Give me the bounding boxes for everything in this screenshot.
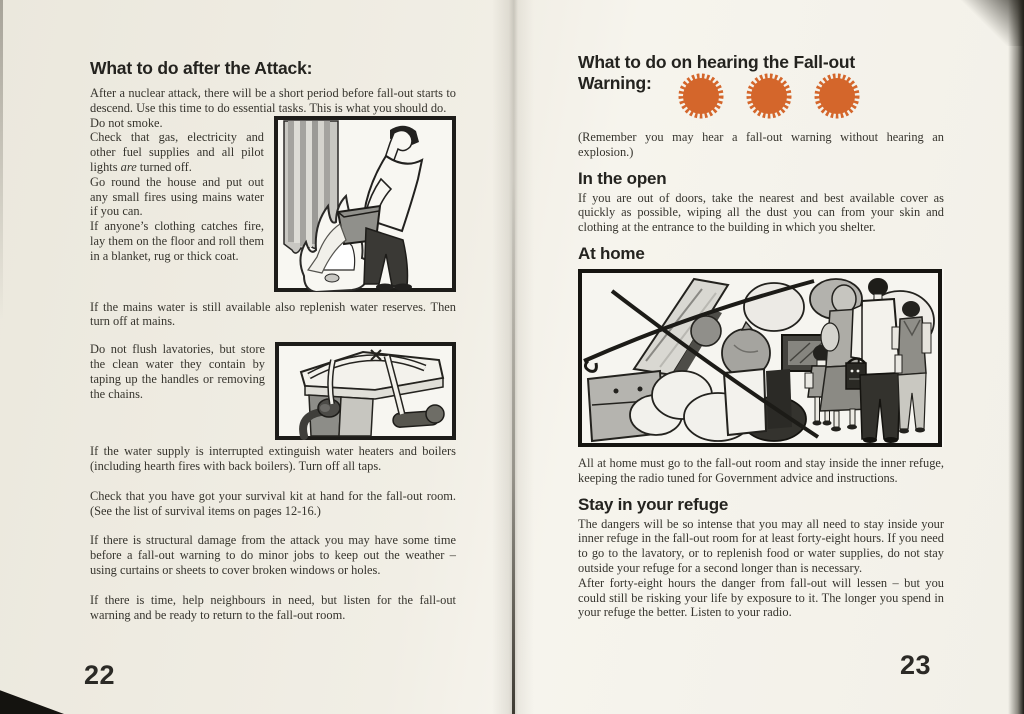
page-gutter-shadow bbox=[492, 0, 534, 714]
fallout-warning-burst-icon bbox=[678, 73, 724, 119]
page-gutter-line bbox=[512, 180, 515, 714]
page-title-left: What to do after the Attack: bbox=[90, 58, 313, 78]
page-title-right bbox=[578, 52, 944, 94]
paragraph-lavatories: Do not flush lavatories, but store the clean water they contain by taping up the handles or removing the chains. bbox=[90, 342, 265, 401]
instruction-fires: Go round the house and put out any small fires using mains water if you can. bbox=[90, 174, 264, 219]
paragraph-refuge-after48: After forty-eight hours the danger from fall-out will lessen – but you could still be risking your life by exposure to it. The longer you spend in your refuge the better. Listen to your radio. bbox=[578, 575, 944, 620]
page-title-right-line2: Warning: bbox=[578, 73, 652, 93]
instruction-clothing: If anyone’s clothing catches fire, lay them on the floor and roll them in a blanket, rug or thick coat. bbox=[90, 219, 264, 263]
taped-cistern-drawing bbox=[275, 342, 456, 440]
page-number-23: 23 bbox=[900, 650, 932, 680]
paragraph-mains-water: If the mains water is still available also replenish water reserves. Then turn off at mains. bbox=[90, 299, 456, 329]
paragraph-all-at-home: All at home must go to the fall-out room and stay inside the inner refuge, keeping the radio tuned for Government advice and instructions. bbox=[578, 455, 944, 485]
scan-corner-bottom-left bbox=[0, 686, 64, 714]
instruction-gas-text: Check that gas, electricity and other fuel supplies and all pilot lights bbox=[90, 130, 264, 174]
paragraph-in-the-open: If you are out of doors, take the nearest and best available cover as quickly as possible, wiping all the dust you can from your skin and clothing at the entrance to the building in which you shelter. bbox=[578, 190, 944, 235]
paragraph-refuge-dangers: The dangers will be so intense that you may all need to stay inside your inner refuge in the fall-out room for at least forty-eight hours. If you need to go to the lavatory, or to replenish food or water supplies, do not stay outside your refuge for a second longer than is necessary. bbox=[578, 516, 944, 575]
scan-edge-right bbox=[1008, 0, 1024, 714]
family-entering-fallout-room-drawing bbox=[578, 269, 942, 447]
taped-cistern-illustration bbox=[275, 342, 456, 440]
paragraph-intro: After a nuclear attack, there will be a short period before fall-out starts to descend. Use this time to do essential tasks. This is what you should do. bbox=[90, 86, 456, 115]
paragraph-survival-kit: Check that you have got your survival kit at hand for the fall-out room. (See the list of survival items on pages 12-16.) bbox=[90, 488, 456, 518]
page-title-right-line1: What to do on hearing the Fall-out bbox=[578, 52, 856, 72]
fallout-warning-symbols bbox=[678, 73, 860, 119]
family-entering-fallout-room-illustration bbox=[578, 269, 944, 447]
instruction-smoke: Do not smoke. bbox=[90, 115, 163, 130]
heading-in-the-open: In the open bbox=[578, 168, 667, 188]
heading-at-home: At home bbox=[578, 243, 645, 263]
instruction-gas-emphasis: are bbox=[120, 159, 137, 174]
page-23 bbox=[578, 52, 944, 620]
fallout-warning-burst-icon bbox=[746, 73, 792, 119]
page-number-22: 22 bbox=[84, 660, 116, 690]
heading-stay-in-refuge: Stay in your refuge bbox=[578, 494, 729, 514]
scan-corner-top-right bbox=[954, 0, 1024, 46]
instruction-gas-text-end: turned off. bbox=[136, 159, 192, 174]
paragraph-structural-damage: If there is structural damage from the attack you may have some time before a fall-out warning to do minor jobs to keep out the weather – using curtains or sheets to cover broken windows or holes. bbox=[90, 533, 456, 577]
burning-curtains-illustration bbox=[274, 116, 456, 292]
paragraph-neighbours: If there is time, help neighbours in need, but listen for the fall-out warning and be ready to return to the fall-out room. bbox=[90, 592, 456, 622]
page-22 bbox=[90, 58, 456, 622]
scan-edge-left bbox=[0, 0, 3, 320]
fallout-warning-burst-icon bbox=[814, 73, 860, 119]
paragraph-remember: (Remember you may hear a fall-out warning without hearing an explosion.) bbox=[578, 130, 944, 159]
paragraph-water-supply: If the water supply is interrupted extinguish water heaters and boilers (including hearth fires with back boilers). Turn off all taps. bbox=[90, 444, 456, 473]
burning-curtains-drawing bbox=[274, 116, 456, 292]
